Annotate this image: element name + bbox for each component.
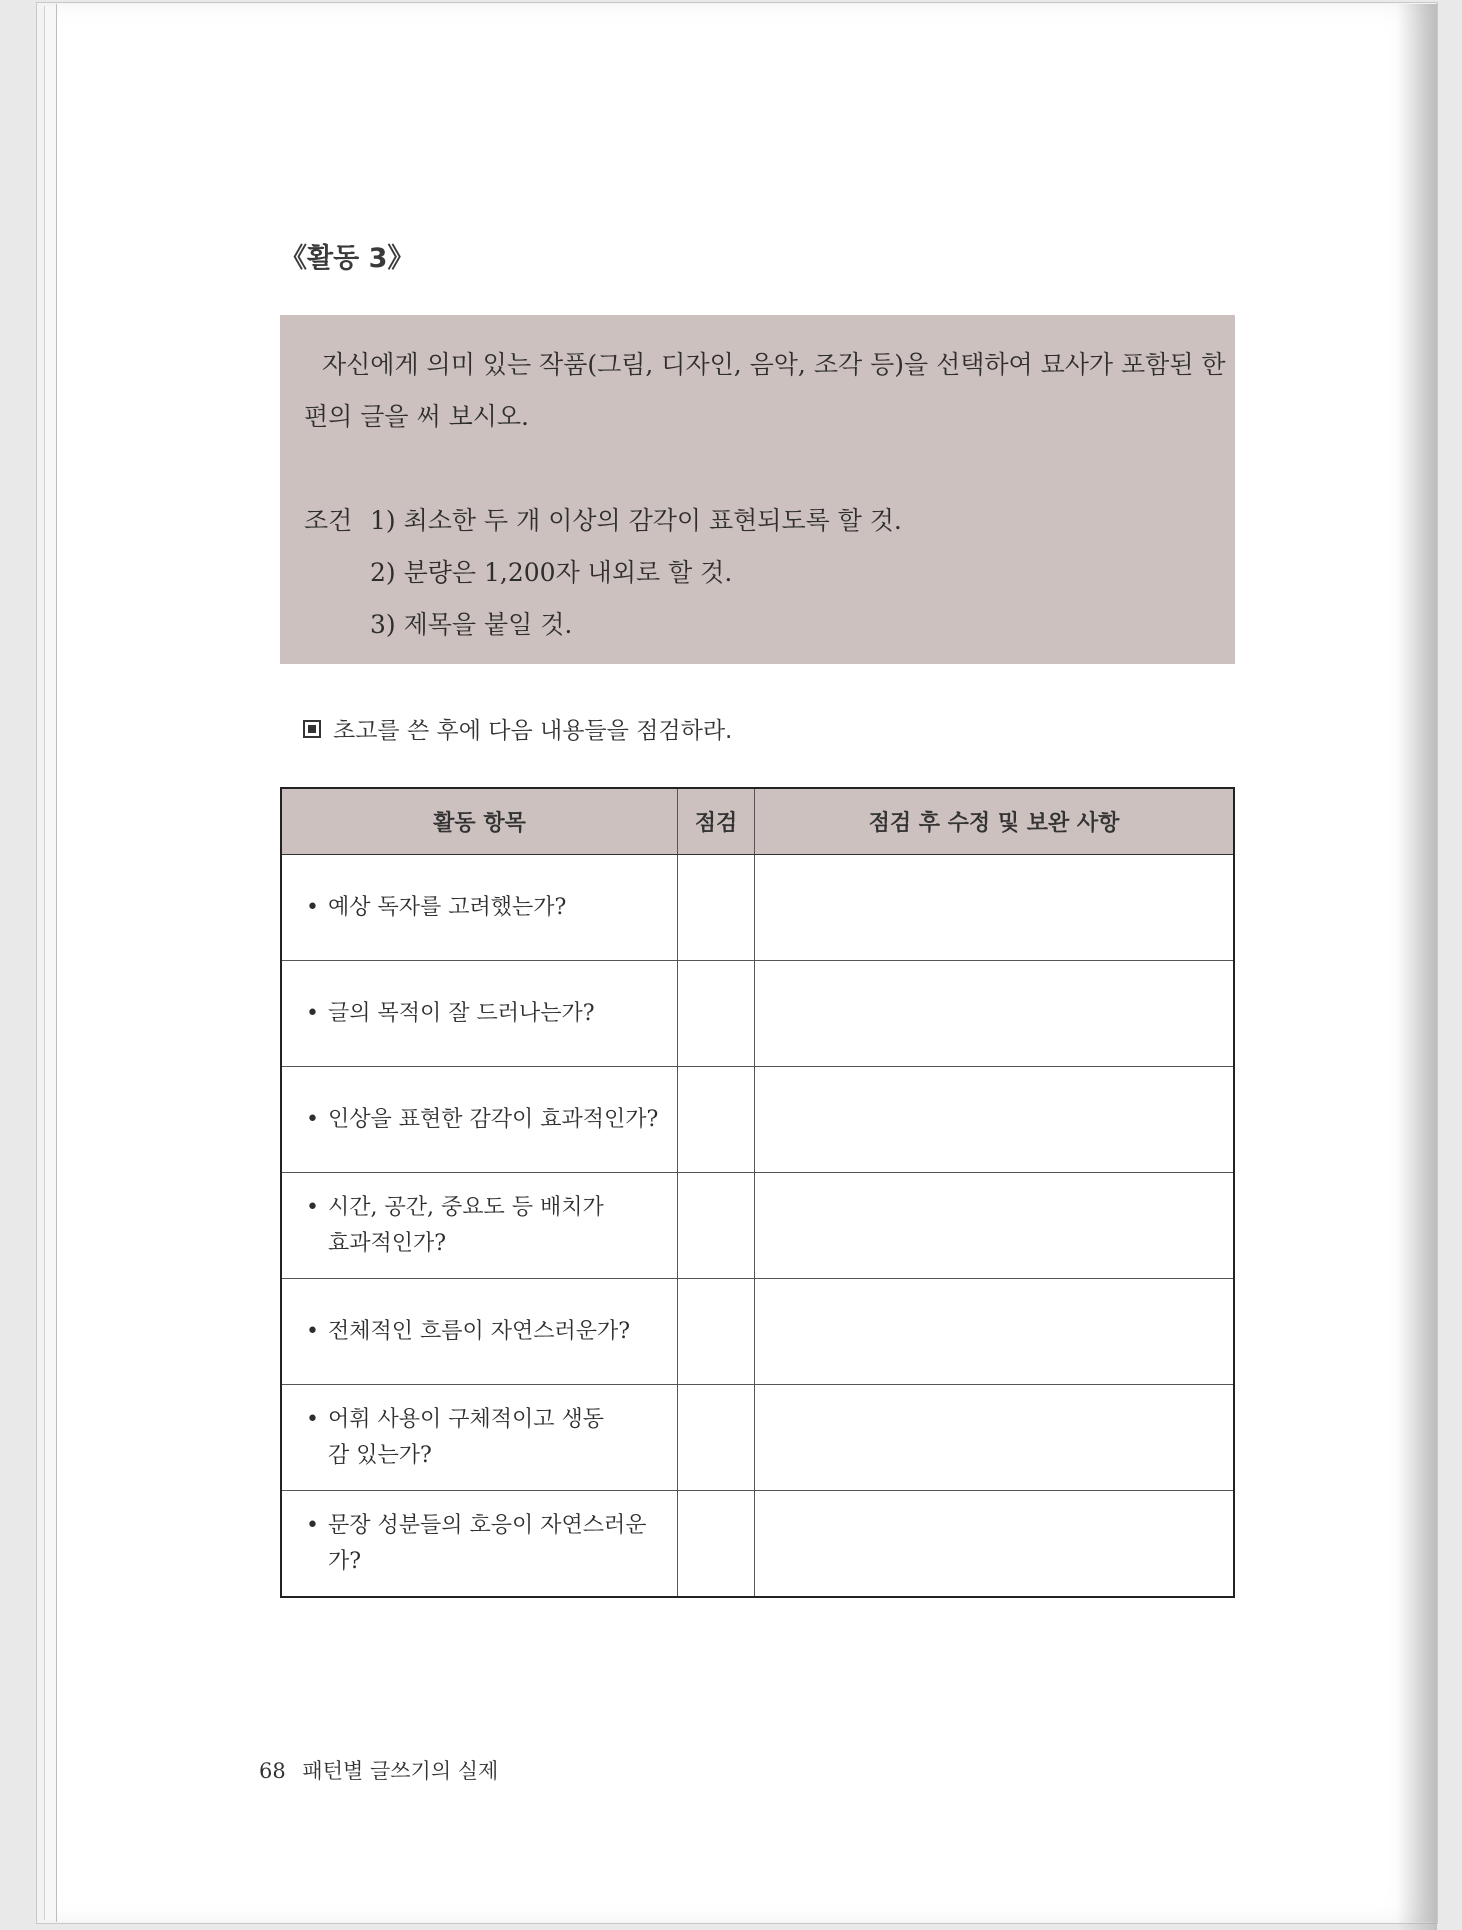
header-revision: 점검 후 수정 및 보완 사항 xyxy=(755,788,1235,855)
item-text: 예상 독자를 고려했는가? xyxy=(328,894,567,920)
book-title: 패턴별 글쓰기의 실제 xyxy=(302,1759,499,1783)
bullet-icon: • xyxy=(306,1106,319,1132)
item-text: 문장 성분들의 호응이 자연스러운가? xyxy=(328,1512,647,1574)
item-text: 전체적인 흐름이 자연스러운가? xyxy=(328,1318,631,1344)
table-row xyxy=(281,1279,1234,1385)
header-check: 점검 xyxy=(678,788,755,855)
item-cell xyxy=(281,1385,678,1491)
item-text: 시간, 공간, 중요도 등 배치가 효과적인가? xyxy=(328,1194,604,1256)
bullet-icon: • xyxy=(306,1512,319,1538)
check-cell[interactable] xyxy=(678,961,755,1067)
page-gutter-shadow xyxy=(1397,4,1437,1930)
bullet-icon: • xyxy=(306,1194,319,1220)
prompt-text-line1: 자신에게 의미 있는 작품(그림, 디자인, 음악, 조각 등)을 선택하여 묘사가 포함된 한 xyxy=(322,350,1226,379)
bullet-icon: • xyxy=(306,894,319,920)
activity-title: 《활동 3》 xyxy=(280,243,415,274)
prompt-box xyxy=(280,315,1235,664)
item-cell xyxy=(281,1067,678,1173)
revision-cell[interactable] xyxy=(755,1385,1235,1491)
item-text: 인상을 표현한 감각이 효과적인가? xyxy=(328,1106,659,1132)
revision-cell[interactable] xyxy=(755,961,1235,1067)
bullet-icon: • xyxy=(306,1406,319,1432)
table-header-row xyxy=(281,788,1234,855)
item-cell xyxy=(281,1173,678,1279)
page-footer xyxy=(259,1755,498,1785)
item-cell xyxy=(281,1491,678,1598)
table-row xyxy=(281,1491,1234,1598)
check-cell[interactable] xyxy=(678,1173,755,1279)
condition-item: 1) 최소한 두 개 이상의 감각이 표현되도록 할 것. xyxy=(370,506,902,535)
check-cell[interactable] xyxy=(678,1491,755,1598)
revision-cell[interactable] xyxy=(755,1067,1235,1173)
check-cell[interactable] xyxy=(678,1067,755,1173)
revision-cell[interactable] xyxy=(755,1491,1235,1598)
conditions-label: 조건 xyxy=(304,506,353,535)
bullet-icon: • xyxy=(306,1000,319,1026)
table-row xyxy=(281,1067,1234,1173)
item-cell xyxy=(281,961,678,1067)
table-row xyxy=(281,855,1234,961)
prompt-text-line2: 편의 글을 써 보시오. xyxy=(304,402,529,431)
item-cell xyxy=(281,1279,678,1385)
item-text: 글의 목적이 잘 드러나는가? xyxy=(328,1000,595,1026)
revision-cell[interactable] xyxy=(755,855,1235,961)
revision-cell[interactable] xyxy=(755,1173,1235,1279)
table-row xyxy=(281,961,1234,1067)
check-instruction-text: 초고를 쓴 후에 다음 내용들을 점검하라. xyxy=(333,718,733,744)
item-cell xyxy=(281,855,678,961)
check-cell[interactable] xyxy=(678,855,755,961)
header-activity-item: 활동 항목 xyxy=(281,788,678,855)
page-number: 68 xyxy=(259,1759,286,1783)
table-row xyxy=(281,1385,1234,1491)
table-row xyxy=(281,1173,1234,1279)
check-cell[interactable] xyxy=(678,1279,755,1385)
bullet-icon: • xyxy=(306,1318,319,1344)
check-instruction xyxy=(303,712,732,745)
check-cell[interactable] xyxy=(678,1385,755,1491)
checklist-table xyxy=(280,787,1235,1598)
revision-cell[interactable] xyxy=(755,1279,1235,1385)
item-text: 어휘 사용이 구체적이고 생동감 있는가? xyxy=(328,1406,605,1468)
filled-square-icon xyxy=(303,720,321,738)
condition-item: 3) 제목을 붙일 것. xyxy=(370,610,573,639)
condition-item: 2) 분량은 1,200자 내외로 할 것. xyxy=(370,558,733,587)
